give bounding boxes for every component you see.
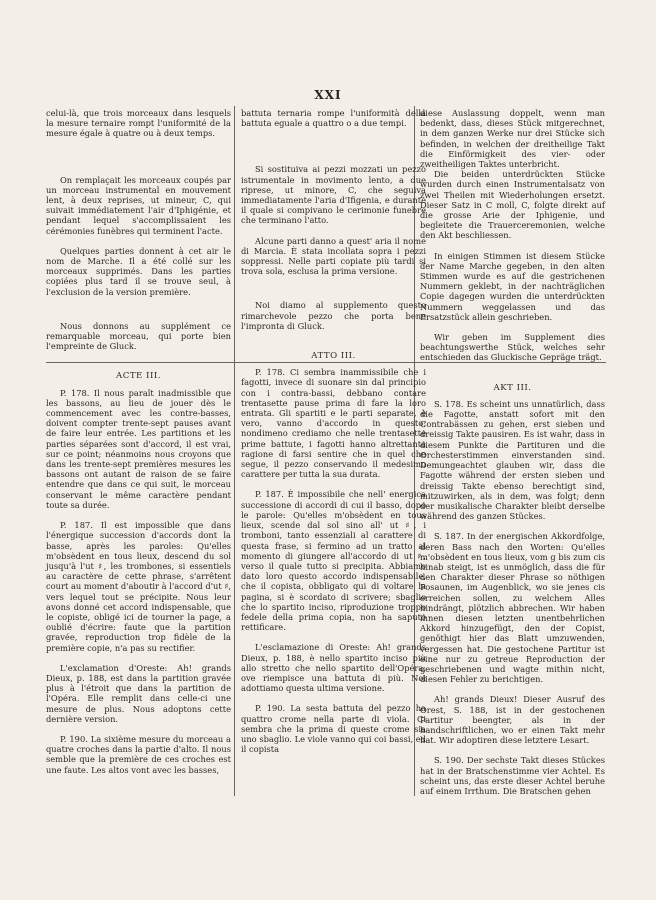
fr-paragraph-donnons: Nous donnons au supplément ce remarquable morceau, qui porte bien l'empreinte de Gluck. xyxy=(46,320,231,352)
fr-paragraph-quelques: Quelques parties donnent à cet air le nom de Marche. Il a été collé sur les morceaux supprimés. Dans les parties copiées plus tard il se trouve seul, à l'exclusion de la version première. xyxy=(46,245,231,297)
de-paragraph-p187: S. 187. In der energischen Akkordfolge, deren Bass nach den Worten: Qu'elles m'obsèdent en tous lieux, vom g bis zum cis hinab steigt, ist es unmöglich, dass die für den Charakter dieser Phrase so nöthigen Posaunen, im Augenblick, wo sie jenes cis erreichen sollen, zu welchem Alles hindrängt, plötzlich abbrechen. Wir haben ihnen diesen letzten unentbehrlichen Akkord hinzugefügt, den der Copist, genöthigt hier das Blatt umzuwenden, vergessen hat. Die gestochene Partitur ist eine nur zu getreue Reproduction der geschriebenen und wagte mithin nicht, diesen Fehler zu berichtigen. xyxy=(420,531,605,685)
page-number: XXI xyxy=(314,88,342,102)
it-paragraph-p178: P. 178. Ci sembra inammissibile che i fagotti, invece di suonare sin dal principio con i contra-bassi, debbano contare trentasette pause prima di fare la loro entrata. Gli spartiti e le parti separate, è vero, vanno d'accordo in questo; nondimeno crediamo che nelle trentasette prime battute, i fagotti hanno altrettanta ragione di farsi sentire che in quel che segue, il pezzo conservando il medesimo carattere per tutta la sua durata. xyxy=(241,367,426,480)
it-paragraph-sostituiva: Si sostituiva ai pezzi mozzati un pezzo istrumentale in movimento lento, a due riprese, ut minore, C, che seguiva immediatamente l'aria d'Ifigenia, e durante il quale si compivano le cerimonie funebre che terminano l'atto. xyxy=(241,164,426,226)
column-divider-left xyxy=(234,106,235,796)
it-heading-atto: ATTO III. xyxy=(311,351,356,362)
german-column xyxy=(420,108,605,808)
fr-paragraph-intro: celui-là, que trois morceaux dans lesquels la mesure ternaire rompt l'uniformité de la mesure égale à quatre ou à deux temps. xyxy=(46,108,231,139)
italian-column xyxy=(241,108,426,808)
fr-paragraph-exclamation: L'exclamation d'Oreste: Ah! grands Dieux, p. 188, est dans la partition gravée plus à l'étroit que dans la partition de l'Opéra. Elle remplit dans celle-ci une mesure de plus. Nous adoptons cette dernière version. xyxy=(46,662,231,724)
de-paragraph-einigen: In einigen Stimmen ist diesem Stücke der Name Marche gegeben, in den alten Stimmen wurde es auf die gestrichenen Nummern geklebt, in der nachträglichen Copie dagegen wurden die unterdrückten Nummern weggelassen und das Ersatzstück allein geschrieben. xyxy=(420,250,605,322)
de-paragraph-p178: S. 178. Es scheint uns unnatürlich, dass die Fagotte, anstatt sofort mit den Contrabässen zu gehen, erst sieben und dreissig Takte pausiren. Es ist wahr, dass in diesem Punkte die Partituren und die Orchesterstimmen einverstanden sind. Demungeachtet glauben wir, dass die Fagotte während der ersten sieben und dreissig Takte ebenso berechtigt sind, mitzuwirken, als in dem, was folgt; denn der musikalische Charakter bleibt derselbe während des ganzen Stückes. xyxy=(420,398,605,522)
de-paragraph-geben: Wir geben im Supplement dies beachtungswerthe Stück, welches sehr entschieden das Gluckische Gepräge trägt. xyxy=(420,332,605,363)
de-paragraph-intro: diese Auslassung doppelt, wenn man bedenkt, dass, dieses Stück mitgerechnet, in dem ganzen Werke nur drei Stücke sich befinden, in welchen der dreitheilige Takt die Einförmigkeit des vier- oder zweitheiligen Taktes unterbricht. xyxy=(420,108,605,170)
it-paragraph-p187: P. 187. È impossibile che nell' energica successione di accordi di cui il basso, dopo le parole: Qu'elles m'obsèdent en tous lieux, scende dal sol sino all' ut ♯, i tromboni, tanto essenziali al carattere di questa frase, si fermino ad un tratto al momento di giungere all'accordo di ut ♯, verso il quale tutto si precipita. Abbiamo dato loro questo accordo indispensabile, che il copista, obbligato qui di voltare la pagina, si è scordato di scrivere; sbaglio che lo spartito inciso, riproduzione troppo fedele della prima copia, non ha saputo rettificare. xyxy=(241,489,426,633)
fr-paragraph-p178: P. 178. Il nous paraît inadmissible que les bassons, au lieu de jouer dès le commencement avec les contre-basses, doivent compter trente-sept pauses avant de faire leur entrée. Les partitions et les parties séparées sont d'accord, il est vrai, sur ce point; néanmoins nous croyons que dans les trente-sept premières mesures les bassons ont autant de raison de se faire entendre que dans ce qui suit, le morceau conservant le même caractère pendant toute sa durée. xyxy=(46,387,231,510)
fr-paragraph-p187: P. 187. Il est impossible que dans l'énergique succession d'accords dont la basse, après les paroles: Qu'elles m'obsèdent en tous lieux, descend du sol jusqu'à l'ut ♯, les trombones, si essentiels au caractère de cette phrase, s'arrêtent court au moment d'aboutir à l'accord d'ut ♯, vers lequel tout se précipite. Nous leur avons donné cet accord indispensable, que le copiste, obligé ici de tourner la page, a oublié d'écrire: faute que la partition gravée, reproduction trop fidèle de la première copie, n'a pas su rectifier. xyxy=(46,520,231,653)
it-paragraph-esclamazione: L'esclamazione di Oreste: Ah! grands Dieux, p. 188, è nello spartito inciso più allo stretto che nello spartito dell'Opéra, ove riempisce una battuta di più. Noi adottiamo questa ultima versione. xyxy=(241,642,426,694)
de-paragraph-grands: Ah! grands Dieux! Dieser Ausruf des Orest, S. 188, ist in der gestochenen Partitur beengter, als in der handschriftlichen, wo er einen Takt mehr hat. Wir adoptiren diese letztere Lesart. xyxy=(420,694,605,746)
it-paragraph-p190: P. 190. La sesta battuta del pezzo ha quattro crome nella parte di viola. Ci sembra che la prima di queste crome sia uno sbaglio. Le viole vanno qui coi bassi, ed il copista xyxy=(241,703,426,755)
it-paragraph-alcune: Alcune parti danno a quest' aria il nome di Marcia. È stata incollata sopra i pezzi soppressi. Nelle parti copiate più tardi si trova sola, esclusa la prima versione. xyxy=(241,235,426,277)
it-paragraph-intro: battuta ternaria rompe l'uniformità della battuta eguale a quattro o a due tempi. xyxy=(241,108,426,129)
it-paragraph-diamo: Noi diamo al supplemento questo rimarchevole pezzo che porta bene l'impronta di Gluck. xyxy=(241,300,426,331)
french-column xyxy=(46,108,231,808)
de-heading-akt: AKT III. xyxy=(493,382,532,393)
fr-heading-acte: ACTE III. xyxy=(116,371,161,382)
fr-paragraph-remplacait: On remplaçait les morceaux coupés par un morceau instrumental en mouvement lent, à deux reprises, ut mineur, C, qui suivait immédiatement l'air d'Iphigénie, et pendant lequel s'accomplissaient les cérémonies funèbres qui terminent l'acte. xyxy=(46,174,231,236)
de-paragraph-beiden: Die beiden unterdrückten Stücke wurden durch einen Instrumentalsatz von zwei Theilen mit Wiederholungen ersetzt. Dieser Satz in C moll, C, folgte direkt auf die grosse Arie der Iphigenie, und begleitete die Trauerceremonien, welche den Akt beschliessen. xyxy=(420,169,605,241)
de-paragraph-p190: S. 190. Der sechste Takt dieses Stückes hat in der Bratschenstimme vier Achtel. Es scheint uns, das erste dieser Achtel beruhe auf einem Irrthum. Die Bratschen gehen xyxy=(420,755,605,796)
fr-paragraph-p190: P. 190. La sixième mesure du morceau a quatre croches dans la partie d'alto. Il nous semble que la première de ces croches est une faute. Les altos vont avec les basses, xyxy=(46,733,231,775)
